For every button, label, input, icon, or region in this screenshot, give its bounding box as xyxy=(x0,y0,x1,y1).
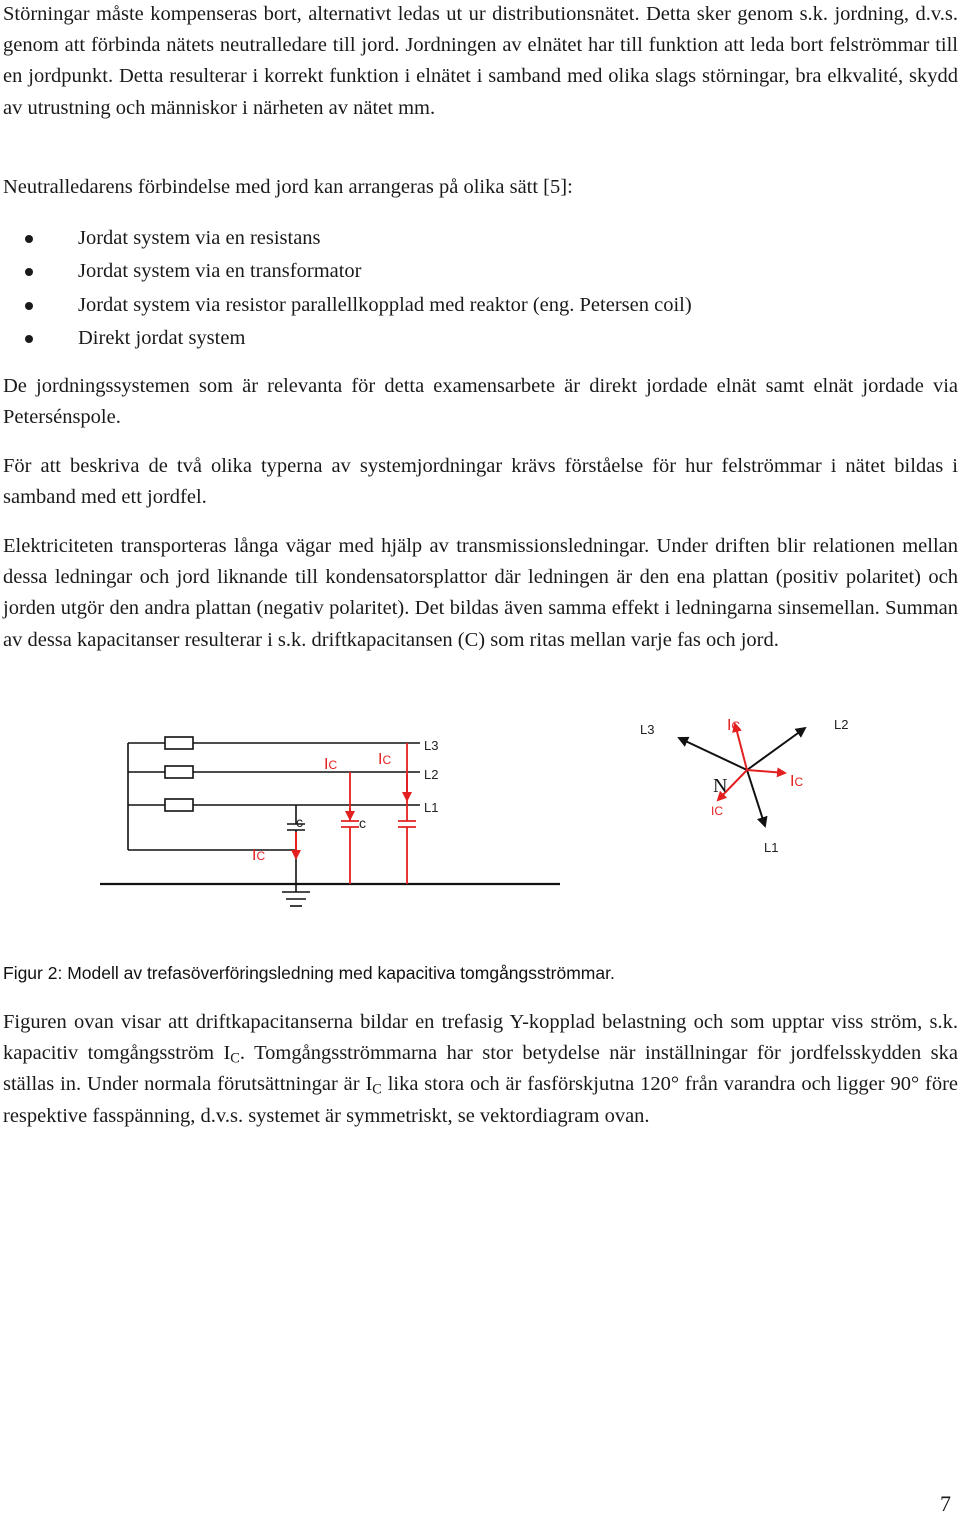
current-label-ic-left: IC xyxy=(252,847,266,864)
phase-source-l2 xyxy=(165,766,193,778)
vector-diagram xyxy=(679,724,805,826)
vector-label-l3: L3 xyxy=(640,722,655,737)
list-item: Jordat system via resistor parallellkopplad med reaktor (eng. Petersen coil) xyxy=(0,289,955,322)
paragraph-figure-explanation: Figuren ovan visar att driftkapacitanserna bildar en trefasig Y-kopplad belastning och som upptar viss ström, s.k. kapacitiv tomgångsström $I_C$. Tomgångsströmmarna har stor betydelse när inställningar för jordfelsskydden ska ställas in. Under normala förutsättningar är $I_C$ lika stora och är fasförskjutna 120° från varandra och ligger 90° före respektive fasspänning, d.v.s. systemet är symmetriskt, se vektordiagram ovan. xyxy=(3,1011,959,1127)
current-label-ic-2: IC xyxy=(378,751,392,768)
capacitive-current-arrows xyxy=(296,774,407,858)
line-label-l2: L2 xyxy=(424,767,439,782)
bullet-icon xyxy=(25,235,33,243)
paragraph-capacitance: Elektriciteten transporteras långa vägar med hjälp av transmissionsledningar. Under driften blir relationen mellan dessa ledningar och jord liknande till kondensatorsplattor där ledningen är den ena plattan (positiv polaritet) och jorden utgör den andra plattan (negativ polaritet). Det bildas även samma effekt i ledningarna sinsemellan. Summan av dessa kapacitanser resulterar i s.k. driftkapacitansen (C) som ritas mellan varje fas och jord. xyxy=(3,535,958,651)
capacitor-label-2: c xyxy=(359,815,366,831)
figure-caption: Figur 2: Modell av trefasöverföringsledning med kapacitiva tomgångsströmmar. xyxy=(3,963,615,983)
vector-ic-label-right: IC xyxy=(790,773,804,790)
grounding-method-list xyxy=(0,222,955,355)
paragraph-relevant-systems: De jordningssystemen som är relevanta för detta examensarbete är direkt jordade elnät samt elnät jordade via Petersénspole. xyxy=(3,375,958,429)
list-item: Jordat system via en resistans xyxy=(0,222,955,255)
paragraph-neutral-connection: Neutralledarens förbindelse med jord kan arrangeras på olika sätt [5]: xyxy=(3,176,573,198)
current-label-ic-1: IC xyxy=(324,756,338,773)
vector-ic-label-lower: IC xyxy=(711,804,723,818)
circuit-and-vector-diagram xyxy=(0,700,960,940)
vector-label-l2: L2 xyxy=(834,717,849,732)
paragraph-grounding-intro: Störningar måste kompenseras bort, alternativt ledas ut ur distributionsnätet. Detta sker genom s.k. jordning, d.v.s. genom att förbinda nätets neutralledare till jord. Jordningen av elnätet har till funktion att leda bort felströmmar till en jordpunkt. Detta resulterar i korrekt funktion i elnätet i samband med olika slags störningar, bra elkvalité, skydd av utrustning och människor i närheten av nätet mm. xyxy=(3,3,958,119)
vector-label-l1: L1 xyxy=(764,840,779,855)
neutral-point-label: N xyxy=(713,775,728,797)
list-item: Direkt jordat system xyxy=(0,322,955,355)
phase-source-l1 xyxy=(165,799,193,811)
list-item: Jordat system via en transformator xyxy=(0,255,955,288)
vector-ic-label-top: IC xyxy=(727,717,741,734)
line-label-l1: L1 xyxy=(424,800,439,815)
phase-source-l3 xyxy=(165,737,193,749)
line-label-l3: L3 xyxy=(424,738,439,753)
page-number: 7 xyxy=(940,1491,951,1516)
bullet-icon xyxy=(25,335,33,343)
paragraph-fault-currents: För att beskriva de två olika typerna av systemjordningar krävs förståelse för hur felströmmar i nätet bildas i samband med ett jordfel. xyxy=(3,455,958,509)
bullet-icon xyxy=(25,302,33,310)
bullet-icon xyxy=(25,268,33,276)
capacitor-label-1: c xyxy=(296,814,303,830)
figure-transmission-model xyxy=(0,700,960,940)
